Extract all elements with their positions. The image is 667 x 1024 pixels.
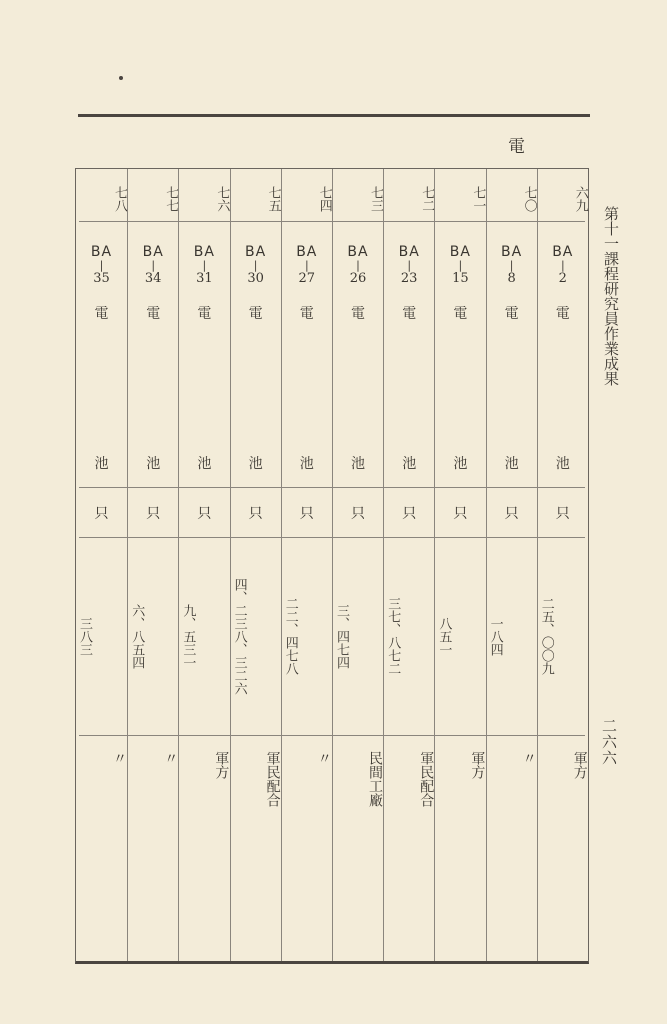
item-number: 七〇	[521, 186, 537, 212]
model-code	[384, 235, 434, 295]
model-code	[333, 235, 383, 295]
model-code	[179, 235, 229, 295]
item-number: 七一	[470, 186, 486, 212]
model-code	[487, 235, 537, 295]
model-code	[231, 235, 281, 295]
item-name-top: 電	[504, 306, 519, 322]
item-number: 七四	[316, 186, 332, 212]
model-number: 27	[298, 270, 316, 286]
quantity: 三八三	[77, 616, 92, 656]
model-dash: |	[458, 258, 463, 272]
item-number: 七五	[265, 186, 281, 212]
quantity: 三七、八七二	[385, 597, 401, 675]
unit: 只	[94, 506, 109, 522]
item-name-top: 電	[351, 306, 365, 322]
model-prefix: BA	[193, 243, 215, 260]
model-dash: |	[304, 258, 309, 272]
quantity: 二五、〇〇九	[538, 597, 554, 675]
table-column	[332, 169, 383, 961]
item-name-bottom: 池	[94, 456, 109, 472]
remark: 軍民配合	[264, 751, 281, 807]
model-prefix: BA	[347, 243, 369, 260]
table-column	[383, 169, 434, 961]
inventory-table	[75, 168, 589, 964]
model-number: 31	[196, 270, 213, 286]
item-name-top: 電	[299, 306, 314, 322]
item-number: 六九	[572, 186, 588, 212]
model-dash: |	[99, 258, 104, 272]
quantity: 二二、四七八	[282, 597, 298, 675]
model-code	[76, 235, 127, 295]
model-dash: |	[560, 258, 565, 272]
model-prefix: BA	[501, 243, 523, 260]
item-name-top: 電	[453, 306, 468, 322]
model-dash: |	[509, 258, 514, 272]
table-column	[486, 169, 537, 961]
item-name-top: 電	[248, 306, 263, 322]
unit: 只	[299, 506, 314, 522]
model-number: 23	[400, 270, 418, 286]
table-column	[537, 169, 588, 961]
unit: 只	[555, 506, 570, 522]
table-column	[434, 169, 485, 961]
unit: 只	[197, 506, 212, 522]
model-prefix: BA	[449, 243, 471, 260]
table-column	[127, 169, 178, 961]
remark: 軍方	[571, 751, 588, 779]
model-prefix: BA	[296, 243, 318, 260]
unit: 只	[146, 506, 161, 522]
item-name-top: 電	[555, 306, 570, 322]
item-name-bottom: 池	[555, 456, 570, 472]
model-dash: |	[253, 258, 258, 272]
table-column	[230, 169, 281, 961]
item-name-bottom: 池	[248, 456, 263, 472]
model-prefix: BA	[245, 243, 267, 260]
remark: 〃	[520, 751, 537, 765]
quantity: 一八四	[487, 616, 503, 656]
item-name-bottom: 池	[402, 456, 417, 472]
model-dash: |	[407, 258, 412, 272]
item-name-bottom: 池	[453, 456, 468, 472]
item-number: 七七	[163, 186, 179, 212]
item-name-top: 電	[197, 306, 212, 322]
item-number: 七八	[112, 186, 127, 212]
unit: 只	[351, 506, 365, 522]
remark: 〃	[111, 751, 127, 765]
top-rule	[78, 114, 590, 117]
model-prefix: BA	[90, 243, 113, 260]
remark: 軍方	[213, 751, 230, 779]
model-code	[435, 235, 485, 295]
unit: 只	[402, 506, 417, 522]
model-dash: |	[356, 258, 360, 272]
model-code	[128, 235, 178, 295]
model-code	[282, 235, 332, 295]
unit: 只	[453, 506, 468, 522]
item-name-bottom: 池	[299, 456, 314, 472]
item-name-bottom: 池	[504, 456, 519, 472]
model-prefix: BA	[552, 243, 574, 260]
model-number: 8	[507, 270, 516, 286]
item-name-top: 電	[146, 306, 161, 322]
item-name-bottom: 池	[197, 456, 212, 472]
item-number: 七二	[419, 186, 435, 212]
quantity: 四、二三八、三二六	[231, 577, 247, 695]
remark: 〃	[315, 751, 332, 765]
unit: 只	[504, 506, 519, 522]
page-number: 二六六	[600, 718, 618, 766]
item-name-bottom: 池	[146, 456, 161, 472]
unit: 只	[248, 506, 263, 522]
model-number: 35	[93, 270, 110, 286]
model-code	[538, 235, 588, 295]
quantity: 六、八五四	[129, 603, 145, 669]
model-dash: |	[202, 258, 207, 272]
table-column	[178, 169, 229, 961]
model-number: 34	[144, 270, 162, 286]
model-dash: |	[151, 258, 156, 272]
item-number: 七六	[214, 186, 230, 212]
table-column	[281, 169, 332, 961]
model-prefix: BA	[398, 243, 420, 260]
ink-dot	[119, 76, 123, 80]
model-number: 2	[558, 270, 567, 286]
remark: 〃	[162, 751, 179, 765]
remark: 軍民配合	[418, 751, 435, 807]
model-prefix: BA	[142, 243, 164, 260]
quantity: 三、四七四	[334, 603, 349, 669]
side-title: 第十一課程研究員作業成果	[602, 206, 620, 386]
item-name-top: 電	[94, 306, 109, 322]
section-heading: 電	[508, 137, 525, 157]
item-number: 七三	[368, 186, 383, 212]
model-number: 26	[349, 270, 367, 286]
table-column	[76, 169, 127, 961]
item-name-bottom: 池	[351, 456, 365, 472]
model-number: 30	[247, 270, 264, 286]
item-name-top: 電	[402, 306, 417, 322]
quantity: 八五一	[436, 616, 452, 656]
remark: 軍方	[469, 751, 486, 779]
quantity: 九、五三一	[180, 603, 196, 669]
remark: 民間工廠	[367, 751, 383, 807]
model-number: 15	[452, 270, 469, 286]
